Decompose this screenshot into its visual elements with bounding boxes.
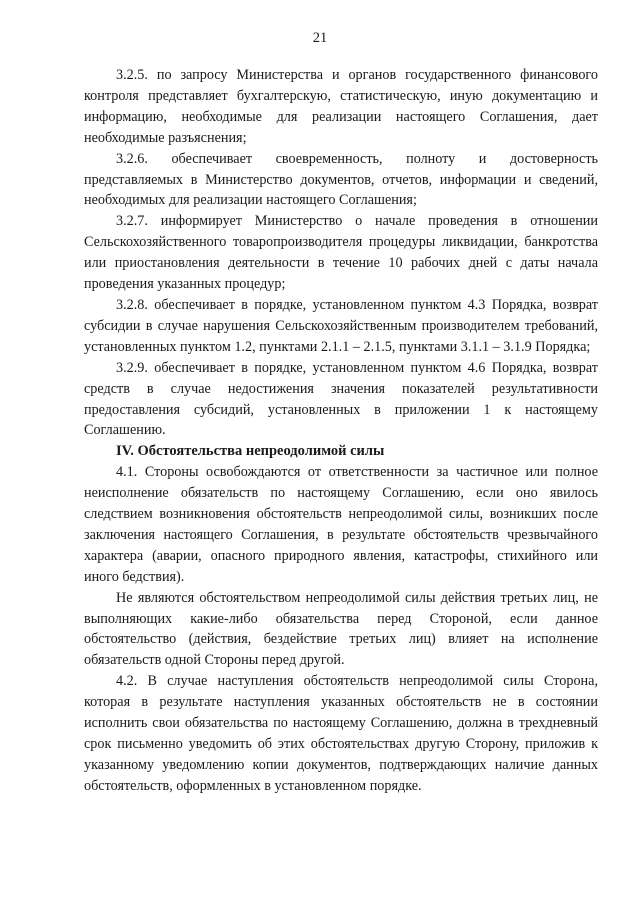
paragraph-4-1: 4.1. Стороны освобождаются от ответственности за частичное или полное неисполнение обязательств по настоящему Соглашению, если оно явилось следствием возникновения обстоятельств непреодолимой силы, возникших после заключения настоящего Соглашения, в результате обстоятельств чрезвычайного характера (аварии, опасного природного явления, катастрофы, стихийного или иного бедствия). [84, 464, 598, 585]
paragraph-3-2-7: 3.2.7. информирует Министерство о начале проведения в отношении Сельскохозяйственного товаропроизводителя процедуры ликвидации, банкротства или приостановления деятельности в течение 10 рабочих дней с даты начала проведения указанных процедур; [84, 213, 598, 293]
paragraph-force-majeure-exclusion: Не являются обстоятельством непреодолимой силы действия третьих лиц, не выполняющих какие-либо обязательства перед Стороной, если данное обстоятельство (действия, бездействие третьих лиц) влияет на исполнение обязательств одной Стороны перед другой. [84, 589, 598, 669]
document-body [84, 65, 598, 797]
paragraph-3-2-9: 3.2.9. обеспечивает в порядке, установленном пунктом 4.6 Порядка, возврат средств в случае недостижения значения показателей результативности предоставления субсидий, установленных в приложении 1 к настоящему Соглашению. [84, 359, 598, 439]
paragraph-3-2-5: 3.2.5. по запросу Министерства и органов государственного финансового контроля представляет бухгалтерскую, статистическую, иную документацию и информацию, необходимые для реализации настоящего Соглашения, дает необходимые разъяснения; [84, 67, 598, 146]
section-heading: IV. Обстоятельства непреодолимой силы [116, 443, 385, 460]
paragraph-4-2: 4.2. В случае наступления обстоятельств непреодолимой силы Сторона, которая в результате наступления указанных обстоятельств не в состоянии исполнить свои обязательства по настоящему Соглашению, должна в трехдневный срок письменно уведомить об этих обстоятельствах другую Сторону, приложив к указанному уведомлению копии документов, подтверждающих наличие данных обстоятельств, оформленных в установленном порядке. [84, 673, 598, 794]
paragraph-3-2-6: 3.2.6. обеспечивает своевременность, полноту и достоверность представляемых в Министерство документов, отчетов, информации и сведений, необходимых для реализации настоящего Соглашения; [84, 150, 598, 209]
paragraph-3-2-8: 3.2.8. обеспечивает в порядке, установленном пунктом 4.3 Порядка, возврат субсидии в случае нарушения Сельскохозяйственным производителем требований, установленных пунктом 1.2, пунктами 2.1.1 – 2.1.5, пунктами 3.1.1 – 3.1.9 Порядка; [84, 296, 598, 355]
page-number: 21 [312, 30, 328, 46]
